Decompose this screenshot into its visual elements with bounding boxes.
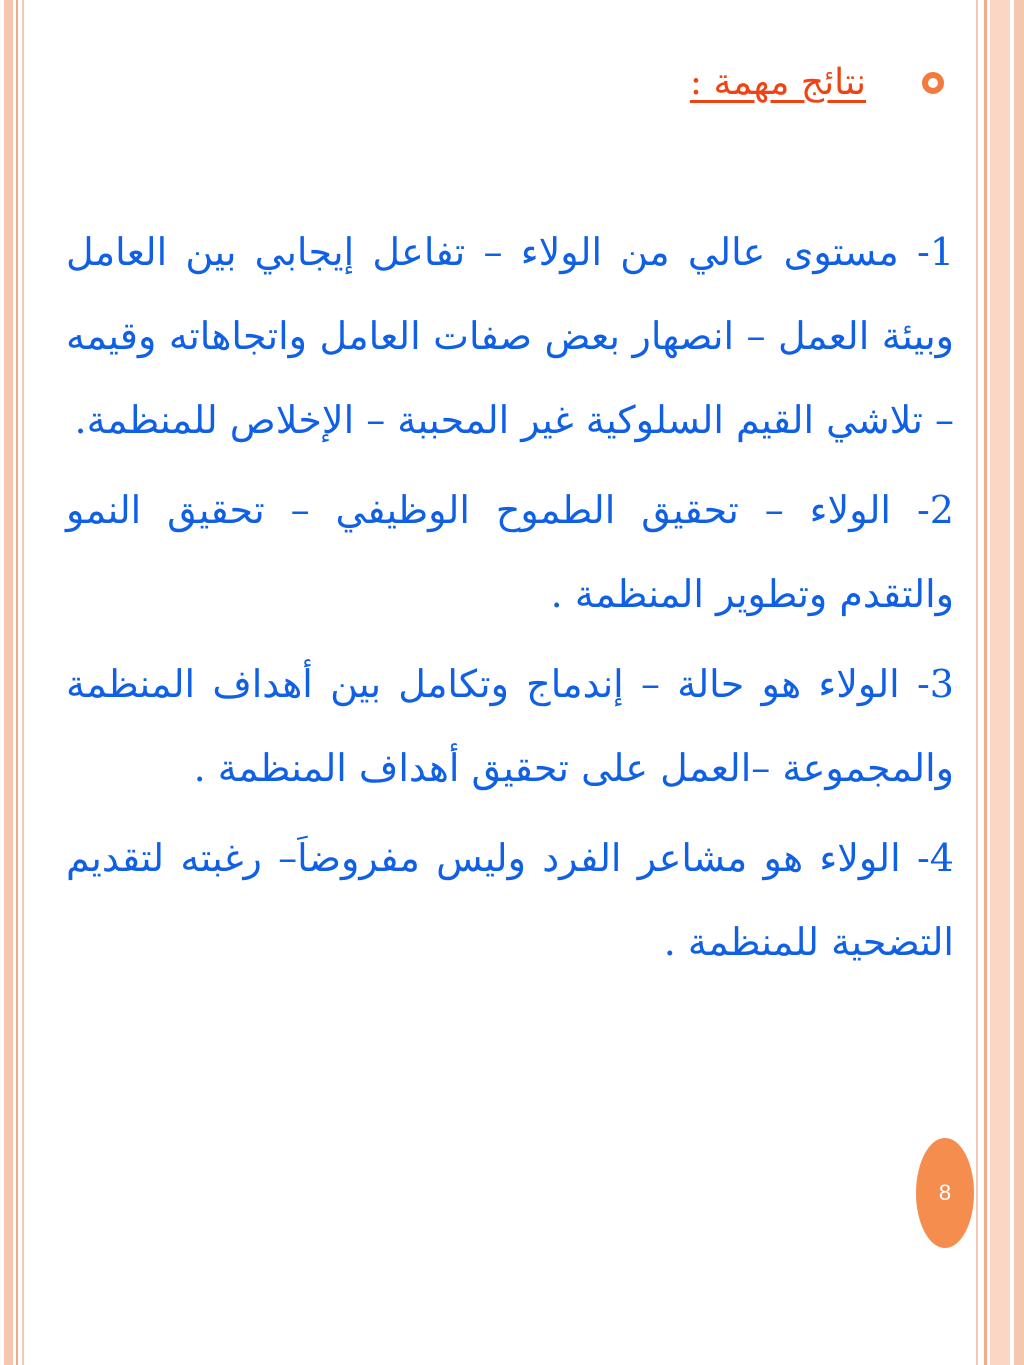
- item-number: 1-: [916, 230, 954, 274]
- item-text: الولاء – تحقيق الطموح الوظيفي – تحقيق النمو والتقدم وتطوير المنظمة .: [66, 488, 954, 616]
- list-item: [66, 816, 954, 984]
- page-number-badge: [916, 1138, 974, 1248]
- item-text: الولاء هو مشاعر الفرد وليس مفروضاَ– رغبته لتقديم التضحية للمنظمة .: [66, 836, 954, 964]
- left-border-decoration: [0, 0, 34, 1365]
- item-text: الولاء هو حالة – إندماج وتكامل بين أهداف المنظمة والمجموعة –العمل على تحقيق أهداف المنظمة .: [66, 662, 954, 790]
- slide-title: نتائج مهمة :: [689, 62, 866, 103]
- list-item: [66, 210, 954, 462]
- list-item: [66, 642, 954, 810]
- item-number: 4-: [916, 836, 954, 880]
- results-list: [66, 210, 954, 990]
- item-number: 2-: [916, 488, 954, 532]
- title-bullet-icon: [922, 72, 944, 94]
- page-number: 8: [938, 1180, 952, 1205]
- list-item: [66, 468, 954, 636]
- right-border-decoration: [976, 0, 1024, 1365]
- item-text: مستوى عالي من الولاء – تفاعل إيجابي بين العامل وبيئة العمل – انصهار بعض صفات العامل واتجاهاته وقيمه – تلاشي القيم السلوكية غير المحببة – الإخلاص للمنظمة.: [66, 230, 954, 442]
- item-number: 3-: [916, 662, 954, 706]
